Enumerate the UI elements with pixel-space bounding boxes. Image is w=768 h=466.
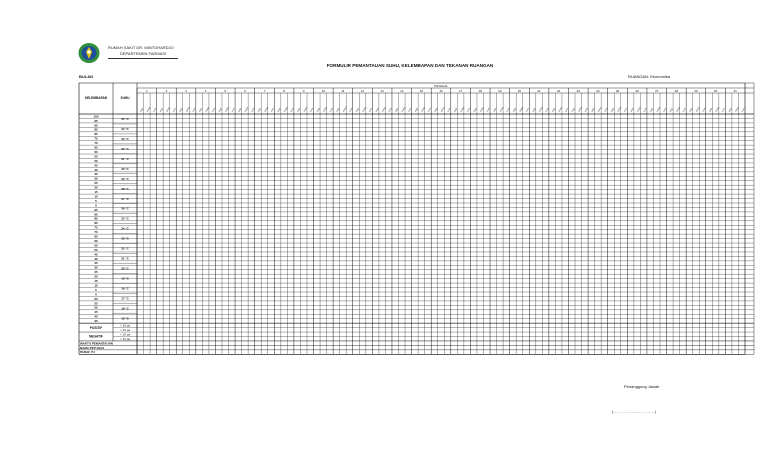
- sub-column-label: pagi: [571, 107, 576, 113]
- sub-column-label: siang: [558, 107, 564, 113]
- sub-column-label: sore: [212, 107, 217, 113]
- sub-column-label: pagi: [650, 107, 655, 113]
- suhu-value: 26 °C: [121, 206, 129, 211]
- sub-column-label: sore: [408, 107, 413, 113]
- sub-column-label: siang: [323, 107, 328, 113]
- day-label: 6: [244, 89, 246, 93]
- sub-column-label: siang: [440, 107, 446, 113]
- sub-column-label: pagi: [552, 107, 556, 113]
- humidity-value: 50: [94, 305, 98, 310]
- pressure-group-label: NEGATIF: [89, 334, 103, 339]
- sub-column-label: sore: [153, 107, 158, 113]
- day-label: 27: [655, 89, 659, 93]
- suhu-value: 22 °C: [121, 246, 129, 251]
- department-name: DEPARTEMEN FARMASI: [120, 51, 167, 56]
- sub-column-label: pagi: [179, 107, 184, 113]
- day-label: 15: [419, 89, 424, 93]
- suhu-value: 29 °C: [121, 176, 129, 181]
- sub-column-label: sore: [192, 107, 197, 113]
- sub-column-label: sore: [349, 107, 354, 113]
- kelembapan-header: KELEMBAPAN: [84, 96, 108, 100]
- day-label: 17: [458, 89, 463, 93]
- sub-column-label: sore: [467, 107, 472, 113]
- penanggung-jawab-label: Penanggung Jawab: [624, 384, 660, 389]
- suhu-header: SUHU: [120, 96, 130, 100]
- sub-column-label: sore: [369, 107, 373, 113]
- sub-column-label: sore: [565, 107, 570, 113]
- sub-column-label: siang: [597, 107, 603, 113]
- suhu-value: 16 °C: [121, 306, 129, 311]
- sub-column-label: sore: [447, 107, 452, 113]
- footer-row-label: WAKTU PEMANTAUAN: [80, 341, 113, 346]
- sub-column-label: sore: [251, 107, 256, 113]
- sub-column-label: sore: [623, 107, 628, 113]
- humidity-value: 20: [94, 274, 98, 279]
- pressure-group-label: POSITIF: [89, 325, 103, 330]
- sub-column-label: sore: [584, 107, 589, 113]
- suhu-value: 19 °C: [121, 276, 129, 281]
- sub-column-label: pagi: [728, 107, 733, 113]
- sub-column-label: sore: [290, 107, 295, 113]
- day-label: 16: [439, 89, 443, 93]
- day-label: 11: [341, 89, 345, 93]
- suhu-value: 33 °C: [121, 136, 129, 141]
- sub-column-label: sore: [310, 107, 315, 113]
- sub-column-label: sore: [388, 107, 393, 113]
- humidity-value: 10: [94, 283, 98, 288]
- humidity-value: 10: [94, 194, 98, 199]
- sub-column-label: pagi: [238, 107, 243, 113]
- suhu-value: 32 °C: [121, 146, 129, 151]
- humidity-value: 50: [94, 158, 98, 163]
- humidity-value: 40: [94, 256, 98, 261]
- sub-column-label: siang: [244, 107, 250, 113]
- sub-column-label: pagi: [473, 107, 478, 113]
- sub-column-label: sore: [663, 107, 668, 113]
- day-label: 22: [557, 89, 561, 93]
- sub-column-label: siang: [185, 107, 191, 113]
- humidity-value: 75: [94, 136, 98, 141]
- sub-column-label: siang: [146, 107, 152, 113]
- humidity-value: 40: [94, 314, 98, 319]
- day-label: 13: [380, 89, 384, 93]
- sub-column-label: siang: [342, 107, 348, 113]
- signature-line: (.............................): [612, 409, 657, 414]
- sub-column-label: pagi: [355, 107, 360, 113]
- humidity-value: 25: [94, 181, 98, 186]
- sub-column-label: pagi: [610, 107, 615, 113]
- pressure-value: > 10 pa: [119, 323, 131, 328]
- day-label: 24: [596, 89, 600, 93]
- sub-column-label: sore: [545, 107, 550, 113]
- humidity-value: 50: [94, 247, 98, 252]
- humidity-value: 90: [94, 123, 98, 128]
- humidity-value: 0: [95, 292, 97, 297]
- ruangan-label: RUANGAN: Ekonomika: [628, 74, 671, 79]
- sub-column-label: pagi: [591, 107, 596, 113]
- sub-column-label: siang: [715, 107, 720, 113]
- humidity-value: 30: [94, 265, 98, 270]
- day-label: 19: [498, 89, 502, 93]
- humidity-value: 35: [94, 261, 98, 266]
- sub-column-label: pagi: [140, 107, 145, 113]
- sub-column-label: pagi: [316, 107, 321, 113]
- sub-column-label: siang: [460, 107, 466, 113]
- day-label: 25: [615, 89, 620, 93]
- sub-column-label: pagi: [297, 107, 301, 113]
- humidity-value: 85: [94, 216, 98, 221]
- suhu-value: 31 °C: [121, 156, 129, 161]
- day-label: 20: [517, 89, 522, 93]
- sub-column-label: pagi: [454, 107, 458, 113]
- sub-column-label: pagi: [708, 107, 713, 113]
- sub-column-label: sore: [270, 107, 275, 113]
- humidity-value: 95: [94, 118, 98, 123]
- sub-column-label: siang: [382, 107, 387, 113]
- suhu-value: 34 °C: [121, 127, 129, 132]
- pressure-value: < 10 pa: [119, 327, 131, 332]
- humidity-value: 80: [94, 221, 98, 226]
- sub-column-label: siang: [264, 107, 269, 113]
- humidity-value: 55: [94, 301, 98, 306]
- sub-column-label: siang: [303, 107, 309, 113]
- humidity-value: 35: [94, 319, 98, 324]
- humidity-value: 40: [94, 167, 98, 172]
- day-label: 14: [400, 89, 404, 93]
- sub-column-label: sore: [722, 107, 727, 113]
- sub-column-label: siang: [401, 107, 407, 113]
- suhu-value: 25 °C: [121, 216, 129, 221]
- humidity-value: 35: [94, 172, 98, 177]
- humidity-value: 0: [95, 203, 97, 208]
- day-label: 29: [694, 89, 698, 93]
- suhu-value: 24 °C: [121, 226, 129, 231]
- day-label: 8: [283, 89, 285, 93]
- sub-column-label: siang: [578, 107, 583, 113]
- sub-column-label: siang: [166, 107, 171, 113]
- suhu-value: 21 °C: [121, 256, 129, 261]
- day-label: 3: [185, 89, 187, 93]
- suhu-value: 17 °C: [121, 296, 129, 301]
- footer-row-label: PARAF PJ: [80, 350, 95, 355]
- sub-column-label: pagi: [395, 107, 400, 113]
- humidity-value: 75: [94, 225, 98, 230]
- humidity-value: 100: [93, 114, 99, 119]
- sub-column-label: pagi: [336, 107, 341, 113]
- sub-column-label: pagi: [512, 107, 517, 113]
- day-label: 10: [321, 89, 325, 93]
- day-label: 5: [224, 89, 227, 93]
- sub-column-label: pagi: [669, 107, 674, 113]
- sub-column-label: siang: [480, 107, 485, 113]
- day-label: 4: [204, 89, 207, 93]
- sub-column-label: siang: [656, 107, 662, 113]
- humidity-value: 15: [94, 279, 98, 283]
- sub-column-label: sore: [682, 107, 687, 113]
- humidity-value: 70: [94, 141, 98, 146]
- sub-column-label: siang: [284, 107, 289, 113]
- sub-column-label: pagi: [532, 107, 537, 113]
- suhu-value: 18 °C: [121, 286, 129, 291]
- sub-column-label: pagi: [257, 107, 262, 113]
- humidity-value: 60: [94, 296, 98, 301]
- day-label: 30: [713, 89, 718, 93]
- humidity-value: 65: [94, 145, 98, 150]
- sub-column-label: sore: [525, 107, 530, 113]
- sub-column-label: sore: [741, 107, 746, 113]
- humidity-value: 5: [95, 198, 97, 203]
- suhu-value: 28 °C: [121, 186, 129, 191]
- sub-column-label: pagi: [493, 107, 498, 113]
- sub-column-label: pagi: [218, 107, 223, 113]
- humidity-value: 5: [95, 287, 97, 292]
- sub-column-label: siang: [637, 107, 642, 113]
- pressure-value: < 10 pa: [119, 336, 131, 341]
- sub-column-label: sore: [427, 107, 432, 113]
- humidity-value: 20: [94, 185, 98, 190]
- suhu-value: 30 °C: [121, 166, 129, 171]
- sub-column-label: siang: [225, 107, 230, 113]
- sub-column-label: pagi: [277, 107, 282, 113]
- sub-column-label: siang: [499, 107, 505, 113]
- humidity-value: 15: [94, 190, 98, 194]
- sub-column-label: siang: [539, 107, 544, 113]
- sub-column-label: sore: [643, 107, 648, 113]
- suhu-value: 27 °C: [121, 196, 129, 201]
- humidity-value: 70: [94, 230, 98, 235]
- sub-column-label: pagi: [414, 107, 419, 113]
- suhu-value: 35 °C: [121, 117, 129, 122]
- sub-column-label: sore: [604, 107, 609, 113]
- sub-column-label: siang: [695, 107, 701, 113]
- humidity-value: 45: [94, 252, 98, 257]
- day-label: 9: [302, 89, 305, 93]
- sub-column-label: pagi: [689, 107, 694, 113]
- humidity-value: 55: [94, 243, 98, 248]
- day-label: 31: [733, 89, 737, 93]
- sub-column-label: siang: [735, 107, 740, 113]
- humidity-value: 30: [94, 176, 98, 181]
- day-label: 12: [360, 89, 365, 93]
- day-label: 18: [478, 89, 482, 93]
- institution-name: RUMAH SAKIT DR. MINTOHARDJO: [108, 45, 174, 50]
- sub-column-label: sore: [702, 107, 707, 113]
- humidity-value: 60: [94, 149, 98, 154]
- sub-column-label: sore: [486, 107, 491, 113]
- sub-column-label: pagi: [630, 107, 635, 113]
- humidity-value: 45: [94, 163, 98, 168]
- footer-row-label: NAMA PETUGAS: [80, 345, 105, 350]
- sub-column-label: siang: [617, 107, 622, 113]
- sub-column-label: pagi: [159, 107, 164, 113]
- sub-column-label: pagi: [199, 107, 203, 113]
- humidity-value: 45: [94, 310, 98, 315]
- humidity-value: 95: [94, 207, 98, 212]
- bulan-label: BULAN: [79, 74, 93, 79]
- sub-column-label: siang: [519, 107, 524, 113]
- sub-column-label: siang: [362, 107, 367, 113]
- day-label: 26: [635, 89, 639, 93]
- sub-column-label: sore: [172, 107, 177, 113]
- suhu-value: 23 °C: [121, 236, 129, 241]
- pressure-value: > 10 pa: [119, 332, 131, 337]
- sub-column-label: pagi: [375, 107, 380, 113]
- sub-column-label: pagi: [434, 107, 439, 113]
- humidity-value: 65: [94, 234, 98, 239]
- humidity-value: 60: [94, 238, 98, 243]
- sub-column-label: siang: [421, 107, 426, 113]
- sub-column-label: siang: [205, 107, 211, 113]
- sub-column-label: sore: [329, 107, 334, 113]
- form-title: FORMULIR PEMANTAUAN SUHU, KELEMBAPAN DAN TEKANAN RUANGAN: [326, 63, 494, 68]
- humidity-value: 80: [94, 132, 98, 137]
- day-label: 7: [263, 89, 266, 93]
- sub-column-label: sore: [506, 107, 511, 113]
- day-label: 1: [145, 89, 148, 93]
- suhu-value: 15 °C: [121, 316, 129, 321]
- humidity-value: 90: [94, 212, 98, 217]
- sub-column-label: siang: [676, 107, 681, 113]
- day-label: 2: [165, 89, 168, 93]
- humidity-value: 25: [94, 270, 98, 275]
- sub-column-label: sore: [231, 107, 236, 113]
- day-label: 23: [576, 89, 580, 93]
- humidity-value: 85: [94, 127, 98, 132]
- day-label: 21: [537, 89, 541, 93]
- suhu-value: 20 °C: [121, 266, 129, 271]
- day-label: 28: [674, 89, 679, 93]
- humidity-value: 55: [94, 154, 98, 159]
- tanggal-label: TANGGAL: [433, 83, 449, 88]
